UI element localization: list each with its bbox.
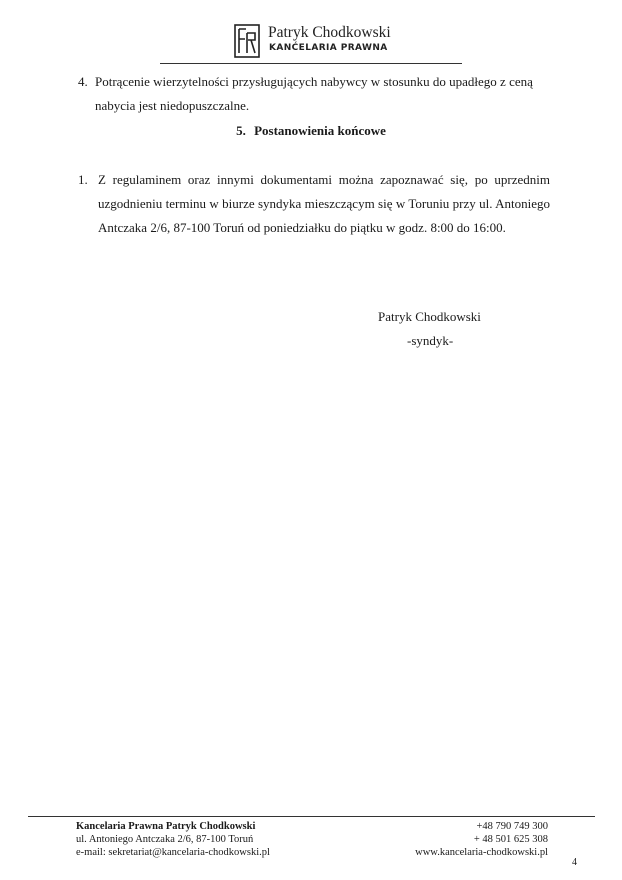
list-item-4 [78, 70, 558, 118]
footer-phone-2: + 48 501 625 308 [473, 834, 548, 845]
section-title: Postanowienia końcowe [254, 123, 386, 138]
list-item-text: Z regulaminem oraz innymi dokumentami można zapoznawać się, po uprzednim uzgodnieniu terminu w biurze syndyka mieszczącym się w Toruniu przy ul. Antoniego Antczaka 2/6, 87-100 Toruń od poniedziałku do piątku w godz. 8:00 do 16:00. [98, 172, 550, 235]
list-item-1 [78, 168, 550, 240]
footer-company: Kancelaria Prawna Patryk Chodkowski [76, 821, 256, 832]
footer-email: e-mail: sekretariat@kancelaria-chodkowski.pl [76, 847, 270, 858]
section-number: 5. [236, 123, 246, 138]
footer-address: ul. Antoniego Antczaka 2/6, 87-100 Toruń [76, 834, 254, 845]
header-divider [160, 63, 462, 64]
footer-divider [28, 816, 595, 817]
list-item-number: 4. [78, 74, 88, 89]
signature-name: Patryk Chodkowski [378, 309, 481, 324]
letterhead-subtitle: KANĆELARIA PRAWNA [269, 43, 388, 53]
letterhead-name: Patryk Chodkowski [268, 24, 391, 41]
section-heading [0, 119, 622, 143]
footer-website: www.kancelaria-chodkowski.pl [415, 847, 548, 858]
law-firm-logo-icon [234, 24, 260, 58]
footer-phone-1: +48 790 749 300 [476, 821, 548, 832]
letterhead [0, 0, 622, 70]
signature-role: -syndyk- [407, 333, 454, 348]
list-item-number: 1. [78, 172, 88, 187]
page-number: 4 [572, 857, 577, 868]
list-item-text: Potrącenie wierzytelności przysługujących nabywcy w stosunku do upadłego z ceną nabycia jest niedopuszczalne. [95, 74, 533, 113]
